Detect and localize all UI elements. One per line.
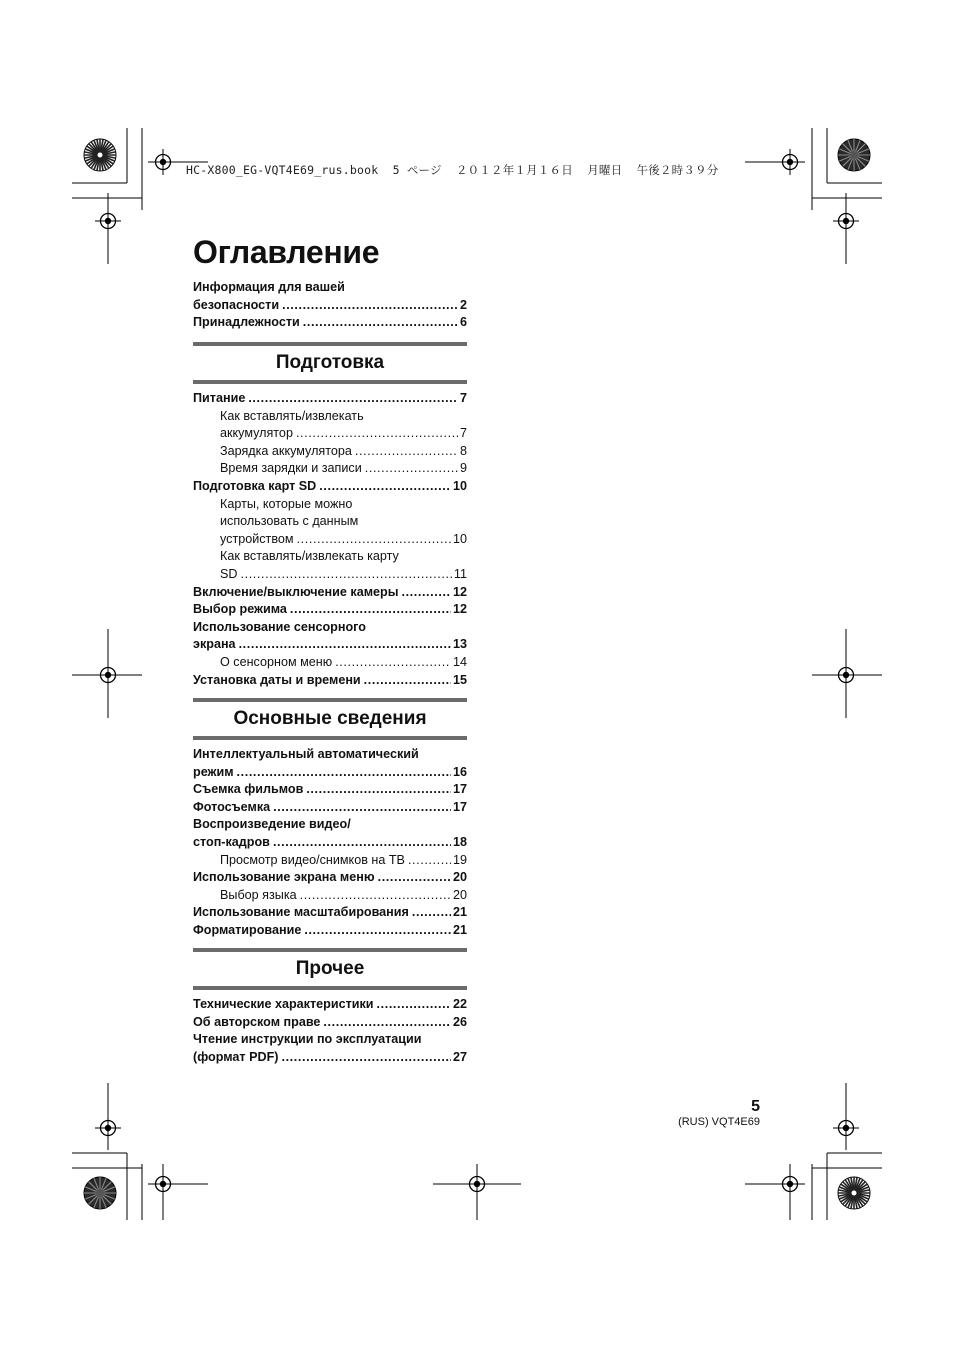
toc-section-osnovnye — [193, 698, 467, 940]
toc-entry-title: Использование масштабирования — [193, 905, 409, 920]
section-heading: Основные сведения — [193, 698, 467, 740]
toc-entry — [193, 619, 467, 637]
toc-leader-dots — [281, 1049, 451, 1067]
toc-entry — [193, 799, 467, 817]
toc-entry-page: 10 — [452, 478, 467, 493]
toc-entry — [193, 764, 467, 782]
toc-entry-page: 10 — [452, 531, 467, 546]
toc-entry-page: 9 — [459, 461, 467, 476]
toc-entry-title: Фотосъемка — [193, 799, 271, 814]
toc-leader-dots — [378, 869, 451, 887]
toc-leader-dots — [273, 799, 451, 817]
toc-entry — [193, 408, 467, 426]
toc-entry-title: Информация для вашей — [193, 280, 345, 294]
toc-entry-title: Как вставлять/извлекать — [220, 408, 364, 423]
toc-entry-title: Установка даты и времени — [193, 672, 361, 687]
toc-entry-page: 12 — [452, 602, 467, 617]
toc-entry — [193, 566, 467, 584]
toc-entry-page: 7 — [459, 426, 467, 441]
toc-leader-dots — [377, 996, 451, 1014]
section-heading: Прочее — [193, 948, 467, 990]
toc-entry-page: 15 — [452, 672, 467, 687]
toc-leader-dots — [290, 601, 451, 619]
toc-entry-title: устройством — [220, 531, 294, 546]
toc-leader-dots — [303, 314, 458, 332]
toc-leader-dots — [237, 764, 451, 782]
toc-entry-title: Об авторском праве — [193, 1014, 321, 1029]
toc-entry-title: О сенсорном меню — [220, 654, 333, 669]
toc-leader-dots — [241, 566, 452, 584]
toc-entry-title: Питание — [193, 391, 246, 405]
toc-entry-page: 21 — [452, 922, 467, 937]
toc-entry-title: стоп-кадров — [193, 834, 270, 849]
toc-entry-page: 18 — [452, 834, 467, 849]
toc-entry — [193, 922, 467, 940]
toc-leader-dots — [364, 672, 451, 690]
toc-entry-page: 16 — [452, 764, 467, 779]
toc-entry-title: использовать с данным — [220, 514, 359, 529]
toc-leader-dots — [335, 654, 451, 672]
toc-entry — [193, 443, 467, 461]
toc-entry — [193, 1049, 467, 1067]
toc-entry-title: экрана — [193, 637, 236, 652]
toc-entry-title: Использование экрана меню — [193, 870, 375, 885]
toc-leader-dots — [239, 636, 451, 654]
toc-leader-dots — [282, 297, 458, 315]
toc-entry-page: 11 — [453, 566, 467, 581]
toc-entry-page: 17 — [452, 799, 467, 814]
toc-entry — [193, 746, 467, 764]
toc-entry — [193, 1014, 467, 1032]
toc-entry-title: Съемка фильмов — [193, 782, 304, 797]
toc-entry — [193, 297, 467, 315]
toc-leader-dots — [355, 443, 458, 461]
toc-entry-title: Форматирование — [193, 922, 302, 937]
toc-entry-page: 7 — [459, 391, 467, 405]
toc-entry — [193, 531, 467, 549]
toc-entry — [193, 460, 467, 478]
toc-entry-title: Интеллектуальный автоматический — [193, 747, 419, 761]
toc-entries — [193, 746, 467, 940]
toc-entries — [193, 996, 467, 1066]
toc-leader-dots — [304, 922, 451, 940]
toc-entry-title: аккумулятор — [220, 426, 293, 441]
toc-entries — [193, 390, 467, 689]
toc-entry-title: (формат PDF) — [193, 1049, 279, 1064]
toc-entry — [193, 904, 467, 922]
toc-entry-title: Время зарядки и записи — [220, 461, 362, 476]
toc-entry — [193, 672, 467, 690]
page-title: Оглавление — [193, 234, 380, 270]
toc-leader-dots — [297, 531, 451, 549]
page-number: 5 — [751, 1098, 760, 1115]
toc-entry — [193, 425, 467, 443]
toc-entry-page: 26 — [452, 1014, 467, 1029]
toc-entry-title: Использование сенсорного — [193, 619, 366, 634]
doc-code: (RUS) VQT4E69 — [678, 1116, 760, 1128]
toc-entry-page: 6 — [459, 315, 467, 330]
toc-entry-title: Принадлежности — [193, 315, 300, 330]
toc-entry — [193, 548, 467, 566]
toc-entry-title: SD — [220, 566, 238, 581]
toc-section-podgotovka — [193, 342, 467, 689]
toc-entry-title: Технические характеристики — [193, 997, 374, 1011]
toc-entry — [193, 601, 467, 619]
toc-entry-title: Выбор режима — [193, 602, 287, 617]
toc-entry — [193, 390, 467, 408]
toc-entry-title: режим — [193, 764, 234, 779]
toc-entry — [193, 781, 467, 799]
toc-entry — [193, 869, 467, 887]
toc-entry — [193, 834, 467, 852]
toc-entry — [193, 887, 467, 905]
toc-entry — [193, 513, 467, 531]
toc-entry-page: 21 — [452, 905, 467, 920]
toc-entry — [193, 816, 467, 834]
toc-entry — [193, 996, 467, 1014]
toc-entry — [193, 1031, 467, 1049]
toc-entry-page: 19 — [452, 852, 467, 867]
toc-entry-page: 2 — [459, 297, 467, 312]
toc-leader-dots — [408, 852, 451, 870]
toc-entry-page: 27 — [452, 1049, 467, 1064]
toc-leader-dots — [323, 1014, 451, 1032]
toc-entry-page: 14 — [452, 654, 467, 669]
toc-entry-page: 12 — [452, 584, 467, 599]
toc-entry-title: Просмотр видео/снимков на ТВ — [220, 852, 405, 867]
toc-entry-title: Выбор языка — [220, 887, 297, 902]
toc-entry-page: 8 — [459, 443, 467, 458]
toc-entry — [193, 314, 467, 332]
toc-entry — [193, 852, 467, 870]
toc-intro — [193, 279, 467, 332]
toc-entry-page: 17 — [452, 782, 467, 797]
toc-entry — [193, 584, 467, 602]
toc-leader-dots — [296, 425, 458, 443]
toc-entry — [193, 478, 467, 496]
toc-entry-title: Чтение инструкции по эксплуатации — [193, 1032, 422, 1047]
print-header-line: HC-X800_EG-VQT4E69_rus.book 5 ページ ２０１２年１月１６日 月曜日 午後２時３９分 — [186, 163, 719, 177]
toc-entry-title: Зарядка аккумулятора — [220, 443, 352, 458]
toc-leader-dots — [401, 584, 451, 602]
toc-entry-page: 13 — [452, 637, 467, 652]
toc-entry — [193, 279, 467, 297]
toc-entry-title: Воспроизведение видео/ — [193, 817, 351, 832]
toc-entry-page: 20 — [452, 870, 467, 885]
toc-section-prochee — [193, 948, 467, 1066]
toc-entry-title: Подготовка карт SD — [193, 478, 317, 493]
toc-leader-dots — [319, 478, 451, 496]
toc-entry-title: Карты, которые можно — [220, 496, 353, 511]
toc-leader-dots — [273, 834, 451, 852]
toc-entry-page: 20 — [452, 887, 467, 902]
toc-leader-dots — [248, 390, 458, 408]
toc-leader-dots — [412, 904, 451, 922]
toc-entry-title: Включение/выключение камеры — [193, 584, 399, 599]
toc-leader-dots — [306, 781, 451, 799]
toc-entry — [193, 636, 467, 654]
section-heading: Подготовка — [193, 342, 467, 384]
toc-entry-page: 22 — [452, 997, 467, 1011]
toc-entry — [193, 654, 467, 672]
toc-entry-title: безопасности — [193, 297, 280, 312]
toc-leader-dots — [300, 887, 451, 905]
toc-entry-title: Как вставлять/извлекать карту — [220, 549, 399, 564]
toc-entry — [193, 496, 467, 514]
toc-leader-dots — [365, 460, 458, 478]
